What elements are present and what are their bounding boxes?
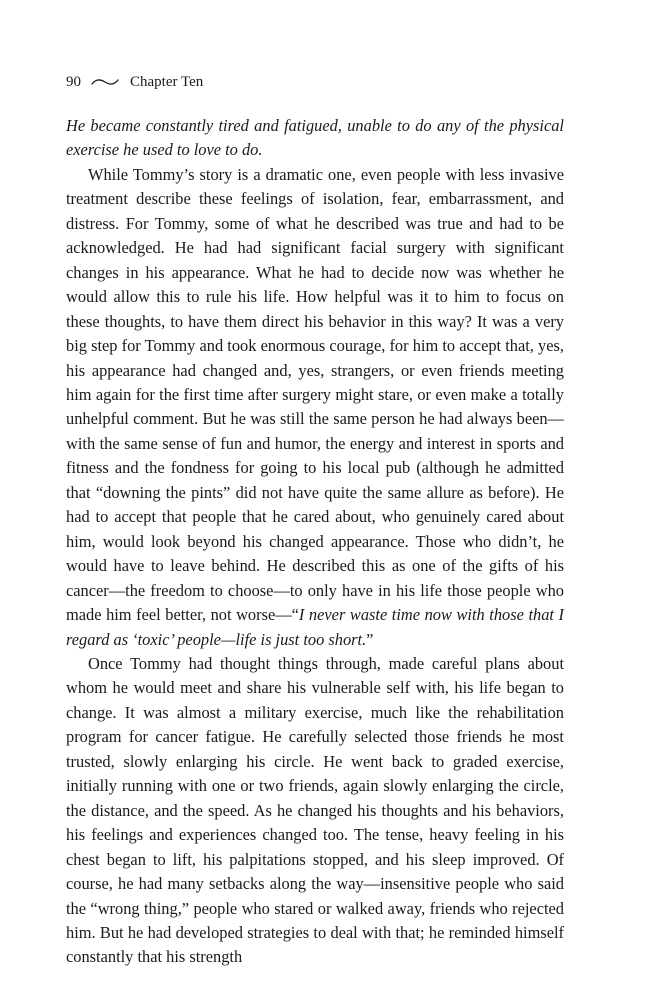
text-segment: ” (366, 629, 374, 649)
chapter-title: Chapter Ten (130, 73, 204, 90)
paragraph (66, 652, 564, 970)
paragraph (66, 163, 564, 652)
swung-dash-ornament-icon (90, 76, 120, 88)
paragraph (66, 114, 564, 163)
text-segment: While Tommy’s story is a dramatic one, even people with less invasive treatment describe these feelings of isolation, fear, embarrassment, and distress. For Tommy, some of what he described was true and had to be acknowledged. He had had significant facial surgery with significant changes in his appearance. What he had to decide now was whether he would allow this to rule his life. How helpful was it to him to focus on these thoughts, to have them direct his behavior in this way? It was a very big step for Tommy and took enormous courage, for him to accept that, yes, his appearance had changed and, yes, strangers, or even friends meeting him again for the first time after surgery might stare, or even make a totally unhelpful comment. But he was still the same person he had always been—with the same sense of fun and humor, the energy and interest in sports and fitness and the fondness for going to his local pub (although he admitted that “downing the pints” did not have quite the same allure as before). He had to accept that people that he cared about, who genuinely cared about him, would look beyond his changed appearance. Those who didn’t, he would have to leave behind. He described this as one of the gifts of his cancer—the freedom to choose—to only have in his life those people who made him feel better, not worse—“ (66, 164, 564, 625)
italic-quote-segment: I never waste time now with those that I regard as ‘toxic’ people—life is just too short. (66, 605, 564, 649)
text-segment: Once Tommy had thought things through, made careful plans about whom he would meet and share his vulnerable self with, his life began to change. It was almost a military exercise, much like the rehabilitation program for cancer fatigue. He carefully selected those friends he most trusted, slowly enlarging his circle. He went back to graded exercise, initially running with one or two friends, again slowly enlarging the circle, the distance, and the speed. As he changed his thoughts and his behaviors, his feelings and experiences changed too. The tense, heavy feeling in his chest began to lift, his palpitations stopped, and his sleep improved. Of course, he had many setbacks along the way—insensitive people who said the “wrong thing,” people who stared or walked away, friends who rejected him. But he had developed strategies to deal with that; he reminded himself constantly that his strength (66, 653, 564, 967)
book-page (66, 70, 564, 970)
body-text (66, 114, 564, 970)
running-head (66, 70, 564, 94)
swung-dash-ornament-icon-graphic (90, 76, 120, 88)
page-number: 90 (66, 73, 81, 90)
italic-segment: He became constantly tired and fatigued, unable to do any of the physical exercise he used to love to do. (66, 116, 564, 160)
